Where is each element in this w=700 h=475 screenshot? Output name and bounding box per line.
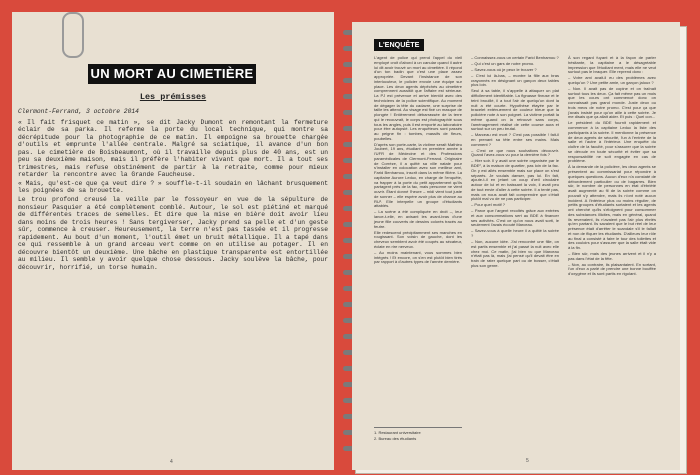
column-paragraph: – C'est ce que nous souhaitons découvrir. Quand l'avez-vous vu pour la dernière fois ? bbox=[471, 147, 559, 158]
column-paragraph: – Non. Il avait pas de copine et on traînait surtout tous les deux. Ça fait même pas un mois que les cours ont commencé donc on connaissait pas grand monde. Juste deux ou trois mecs de notre promo. C'est pour ça que j'avais insisté pour qu'on aille à cette soirée. Je me disais que ça allait aider. Et puis : Quel con... bbox=[568, 85, 656, 120]
dateline: Clermont-Ferrand, 3 octobre 2014 bbox=[18, 108, 139, 115]
column-paragraph: – Au moins maintenant, vous sommes bien intégrés ! Et encore, on s'en est plutôt bien tirés par rapport à d'autres types de l'année dernière. bbox=[374, 249, 462, 265]
story-paragraph: « Mais, qu'est-ce que ça veut dire ? » souffle-t-il soudain en lâchant brusquement les poignées de sa brouette. bbox=[18, 179, 328, 195]
column-paragraph: – Connaissez-vous un certain Farid Benhamou ? bbox=[471, 55, 559, 60]
story-subtitle: Les prémisses bbox=[139, 92, 207, 102]
column-paragraph: Elle redescend précipitamment ses manches en rougissant. Son voisin de gauche, dont les cheveux semblent avoir été coupés au sécateur, éclate en rire nerveux. bbox=[374, 229, 462, 249]
footnotes bbox=[374, 427, 462, 441]
paper-clip-icon bbox=[62, 12, 84, 58]
column-paragraph: L'agent de police qui prend l'appel du vieil employé croit d'abord à un canular quand il autre lui dit avoir trouvé un mort au cimetière. Il répond d'un ton badin que c'est une place assez appropriée. Devant l'insistance de son interlocuteur, le policier envoie une équipe sur place. Les deux agents dépêchés au cimetière comprennent aussitôt que l'affaire est sérieuse. La PJ est prévenue et arrive bientôt avec des techniciens de la police scientifique. Au moment de dégager la tête du cadavre, une surprise de taille les attend. Au visage est fixé un masque de plongée ! Entièrement débarrassée de la terre qui le recouvrait, le corps est photographié sous tous les angles, puis il est emporté au laboratoire pour être autopsié. Les enquêteurs sont passés au peigne fin : tombes, massifs de fleurs, poubelles. bbox=[374, 55, 462, 141]
page-number-left: 4 bbox=[170, 459, 173, 465]
column-paragraph: D'après son porte-carte, la victime serait Mathieu Joubert, 19 ans, étudiant en première année à l'UFR de Médecine et des Professions paramédicales de Clermont-Ferrand. Originaire de Corrèze, il a quitté sa ville natale pour s'installer en colocation avec son meilleur ami, Farid Benhamou, inscrit dans la même filière. La capitaine Aurore Leduc, en charge de l'enquête, va frapper à la porte du petit appartement qu'ils partagent près de la fac, mais personne ne vient ouvrir. Étant donné l'heure – midi vient tout juste de sonner – elle espère avoir plus de chance au RU¹. Elle interpelle un groupe d'étudiants attablés. bbox=[374, 141, 462, 209]
column-paragraph: – Non, au contraire, ils plaisantaient. En sortant, l'un d'eux a parlé de prendre une bonne bouffée d'oxygène et ils sont partis en rigolant. bbox=[568, 261, 656, 277]
column-paragraph: Le président du BDE fournit rapidement et commence à la capitaine Leduc la liste des participants à la soirée. Il mentionne la présence de deux agents de sécurité, l'un à l'entrée de la salle et l'autre à l'intérieur. Une enquête du cloître de la faculté, pour s'assurer que la soirée se déroule en toute sécurité et éviter que sa responsabilité ne soit engagée en cas de problème. bbox=[568, 120, 656, 164]
story-paragraph: Le trou profond creusé la veille par le fossoyeur en vue de la sépulture de monsieur Pasquier a été complètement comblé. Autour, le sol est piétiné et marqué de différentes traces de semelles. Et dire que la mise en bière doit avoir lieu dans moins de trois heures ! Sans tergiverser, Jacky prend sa pelle et d'un geste sûr, commence à creuser. Heureusement, la terre n'est pas tassée et il progresse rapidement. Au bout d'un moment, l'outil émet un bruit métallique. Il a tapé dans ce qui ressemble à un grand arceau vert comme on en utilise au potager. Il en découvre bientôt un deuxième. Une bâche en plastique transparente est entortillée au milieu. Il semble y avoir quelque chose dessous. Jacky soulève la bâche, pour découvrir, horrifié, un torse humain. bbox=[18, 196, 328, 271]
column-paragraph: – Pour quel motif ? bbox=[471, 202, 505, 208]
column-paragraph: À son regard fuyant et à la façon de parler hésitante, la capitaine a le désagréable impression que l'étudiant ment, mais elle ne veut surtout pas le braquer. Elle reprend donc : bbox=[568, 55, 656, 75]
section-heading: L'ENQUÊTE bbox=[374, 39, 424, 51]
page-number-right: 5 bbox=[526, 458, 529, 464]
column-3 bbox=[568, 56, 656, 278]
column-paragraph: – C'est lui là-bas, – montre la fille aux bras crayonnés en désignant un garçon deux tables plus loin. bbox=[471, 72, 559, 88]
footnote: 2. Bureau des étudiants bbox=[374, 435, 417, 441]
story-title: UN MORT AU CIMETIÈRE bbox=[88, 64, 256, 84]
column-paragraph: – La scène a été compliquée en droit –, leur lance-t-elle, en avisant les avant-bras d'une jeune fille couverts de dessins colorés tracés au feutre. bbox=[374, 209, 462, 229]
right-page bbox=[352, 22, 680, 470]
story-body bbox=[18, 108, 328, 272]
column-1 bbox=[374, 56, 462, 266]
column-2 bbox=[471, 56, 559, 270]
column-paragraph: Seul à sa table, il s'appelle à attaquer un plat difficilement identifiable. La flgnasse finruse et le teint brouillé, il a tout l'air de quelqu'un dont la nuit a été courte. Hypothèse étayée par le bracelet exténuement de couleur bleue que la policière note à son poignet. La victime portait la même quand on la retrouvé sans corps, l'aménagement réalisé de cette course aura et surtout sur un peu brutal. bbox=[471, 88, 559, 132]
column-paragraph: – Non, aucune idée. J'ai rencontré une fille, on est partis ensemble et j'ai passé la nuit avec elle chez moi. Ce matin, j'ai bien vu que Marceau n'était pas là, mais j'ai pensé qu'il devait être en train de rater quelque part ou de bosser, c'était plus son genre. bbox=[471, 239, 559, 268]
column-paragraph: – Marceau est mort ? C'est pas possible ! fait-il en prenant sa tête entre ses mains. Mais comment ? bbox=[471, 132, 559, 147]
column-paragraph: – Savez-vous où je peux le trouver ? bbox=[471, 66, 537, 72]
footnote: 1. Restaurant universitaire bbox=[374, 430, 421, 435]
column-paragraph: À la demande de la policière, les deux agents se présentent au commissariat pour répondre à quelques questions. Aucun d'eux n'a constaté de débordement particulier ou de bagarres. Bien sûr, le nombre de personnes en état d'ébriété avait augmenté au fil de la soirée comme on pouvait s'y attendre, mais ils n'ont noté aucun incident. A l'intérieur plus ou moins régulier, de petits groupes d'étudiants sortaient et les agents ont cherché qu'ils s'éloignent pour consommer des substances illicites, mais en général, quand ils revenaient, ils n'avaient pas l'air plus ébriés qu'en partant. Ils savaient que le but réel de leur présence était d'arrêter le scandale s'il le fallait et non de fliquer les étudiants. D'ailleurs leur rôle au final a consisté à faire le tour des toilettes et des couloirs pour s'assurer que la salle était vide à la fin. bbox=[568, 164, 656, 250]
left-page bbox=[12, 12, 334, 470]
column-paragraph: – Bien sûr, mais des jeunes arrivent et il n'y a pas dans l'état de la fête. bbox=[568, 250, 656, 261]
column-paragraph: – Hier soir. Il y avait une soirée organisée par le BDE², à la maison de quartier, pas loin de la fac. On y est allés ensemble mais sur place on s'est séparés. Je voulais danser, pas lui. En fait, ajoute-t-il en jetant un coup d'œil circulaire autour de lui et en baissant la voix, il avait peu de tout envie d'aller à cette soirée. Il a tenté pas, mais on nous avait fait comprendre que c'était plutôt mal vu de ne pas participer. bbox=[471, 158, 559, 202]
column-paragraph: – Votre ami avait-il eu des problèmes avec quelqu'un ? Une petite amie, un garçon jaloux ? bbox=[568, 75, 656, 85]
story-paragraph: « Il fait frisquet ce matin », se dit Jacky Dumont en remontant la fermeture éclair de sa parka. Il referme la porte du local technique, qui montre sa décrépitude pour la photographie de ce matin. Il empoigne sa brouette chargée d'outils et emprunte l'allée centrale. Malgré sa sciatique, il avance d'un bon pas. Le cimetière de Boisbeaumont, où il travaille depuis plus de 40 ans, est un peu sa deuxième maison, mais il préfère l'habiter vivant que mort. Il a tout ses trimestres, mais refuse obstinément de partir à la retraite, comme pour mieux retarder la rencontre avec la Grande Faucheuse. bbox=[18, 118, 328, 179]
column-paragraph: – Parce que l'argent recoltés grâce aux entrées et aux consommations sert au BDE à financer ses activités. C'est ce qu'on nous avait sorti, le seulement l'avais écouté Marceau. bbox=[471, 208, 559, 228]
column-paragraph: – Qui c'est un gars de notre promo. bbox=[471, 60, 535, 66]
column-paragraph: – Savez-vous à quelle heure il a quitté la soirée ? bbox=[471, 228, 559, 239]
